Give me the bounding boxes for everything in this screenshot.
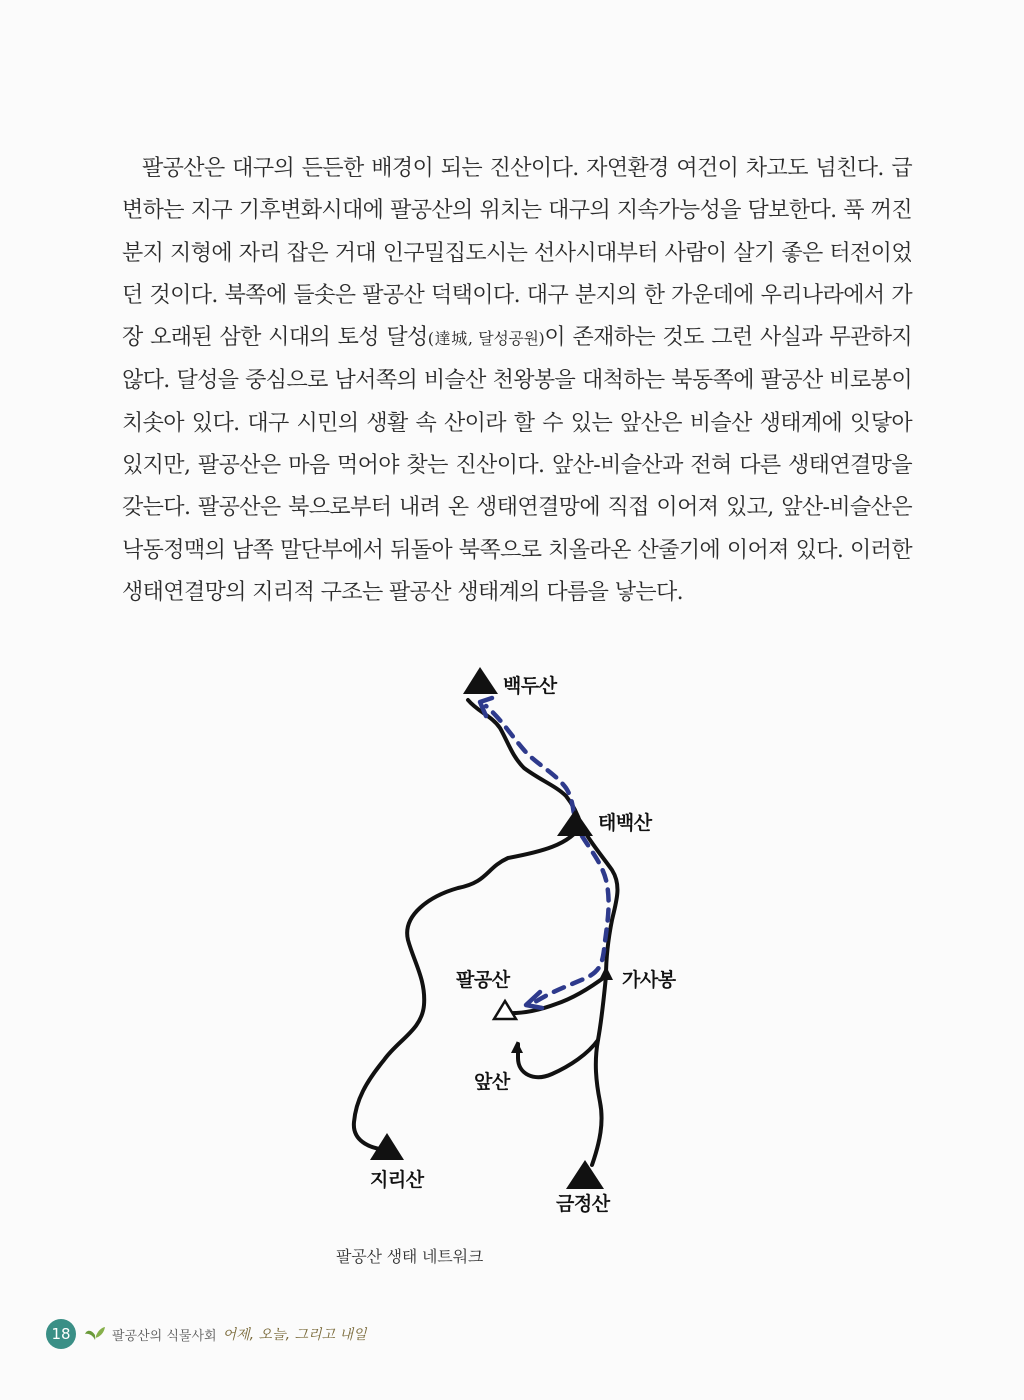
book-title: 팔공산의 식물사회 <box>112 1328 217 1344</box>
peak-marker-ap <box>511 1041 523 1053</box>
label-jiri: 지리산 <box>370 1169 424 1191</box>
label-taebaek: 태백산 <box>598 812 652 834</box>
page-footer <box>46 1319 367 1349</box>
body-paragraph <box>122 148 912 614</box>
peak-marker-gasa <box>599 966 613 980</box>
label-gasa: 가사봉 <box>622 969 676 991</box>
figure-caption: 팔공산 생태 네트워크 <box>336 1247 484 1266</box>
label-ap: 앞산 <box>474 1071 510 1093</box>
dalseong-annotation: (達城, 달성공원) <box>427 329 545 349</box>
flow-taebaek-palgong <box>532 836 609 1004</box>
peak-marker-palgong <box>494 1001 516 1019</box>
peak-marker-taebaek <box>557 810 593 836</box>
ridge-taebaek-geumjeong <box>581 825 617 1165</box>
page-number: 18 <box>46 1319 76 1349</box>
peak-marker-baekdu <box>463 667 498 694</box>
leaf-icon <box>84 1323 106 1345</box>
peak-marker-geumjeong <box>566 1160 604 1189</box>
body-text-part-1: 팔공산은 대구의 든든한 배경이 되는 진산이다. 자연환경 여건이 차고도 넘친다. 급변하는 지구 기후변화시대에 팔공산의 위치는 대구의 지속가능성을 담보한다. 푹 꺼진 분지 지형에 자리 잡은 거대 인구밀집도시는 선사시대부터 사람이 살기 좋은 터전이었던 것이다. 북쪽에 들솟은 팔공산 덕택이다. 대구 분지의 한 가운데에 우리나라에서 가장 오래된 삼한 시대의 토성 달성 <box>122 156 912 351</box>
label-baekdu: 백두산 <box>503 675 557 697</box>
ridge-gasa-palgong <box>506 976 606 1013</box>
ridge-baekdu-taebaek <box>468 700 581 825</box>
ecological-network-map <box>0 640 1024 1240</box>
book-subtitle: 어제, 오늘, 그리고 내일 <box>222 1327 367 1343</box>
label-geumjeong: 금정산 <box>556 1193 610 1215</box>
body-text-part-2: 이 존재하는 것도 그런 사실과 무관하지 않다. 달성을 중심으로 남서쪽의 비슬산 천왕봉을 대척하는 북동쪽에 팔공산 비로봉이 치솟아 있다. 대구 시민의 생활 속 산이라 할 수 있는 앞산은 비슬산 생태계에 잇닿아 있지만, 팔공산은 마음 먹어야 찾는 진산이다. 앞산-비슬산과 전혀 다른 생태연결망을 갖는다. 팔공산은 북으로부터 내려 온 생태연결망에 직접 이어져 있고, 앞산-비슬산은 낙동정맥의 남쪽 말단부에서 뒤돌아 북쪽으로 치올라온 산줄기에 이어져 있다. 이러한 생태연결망의 지리적 구조는 팔공산 생태계의 다름을 낳는다. <box>122 325 912 605</box>
label-palgong: 팔공산 <box>456 969 510 991</box>
ridge-ap-connector <box>518 1040 598 1077</box>
